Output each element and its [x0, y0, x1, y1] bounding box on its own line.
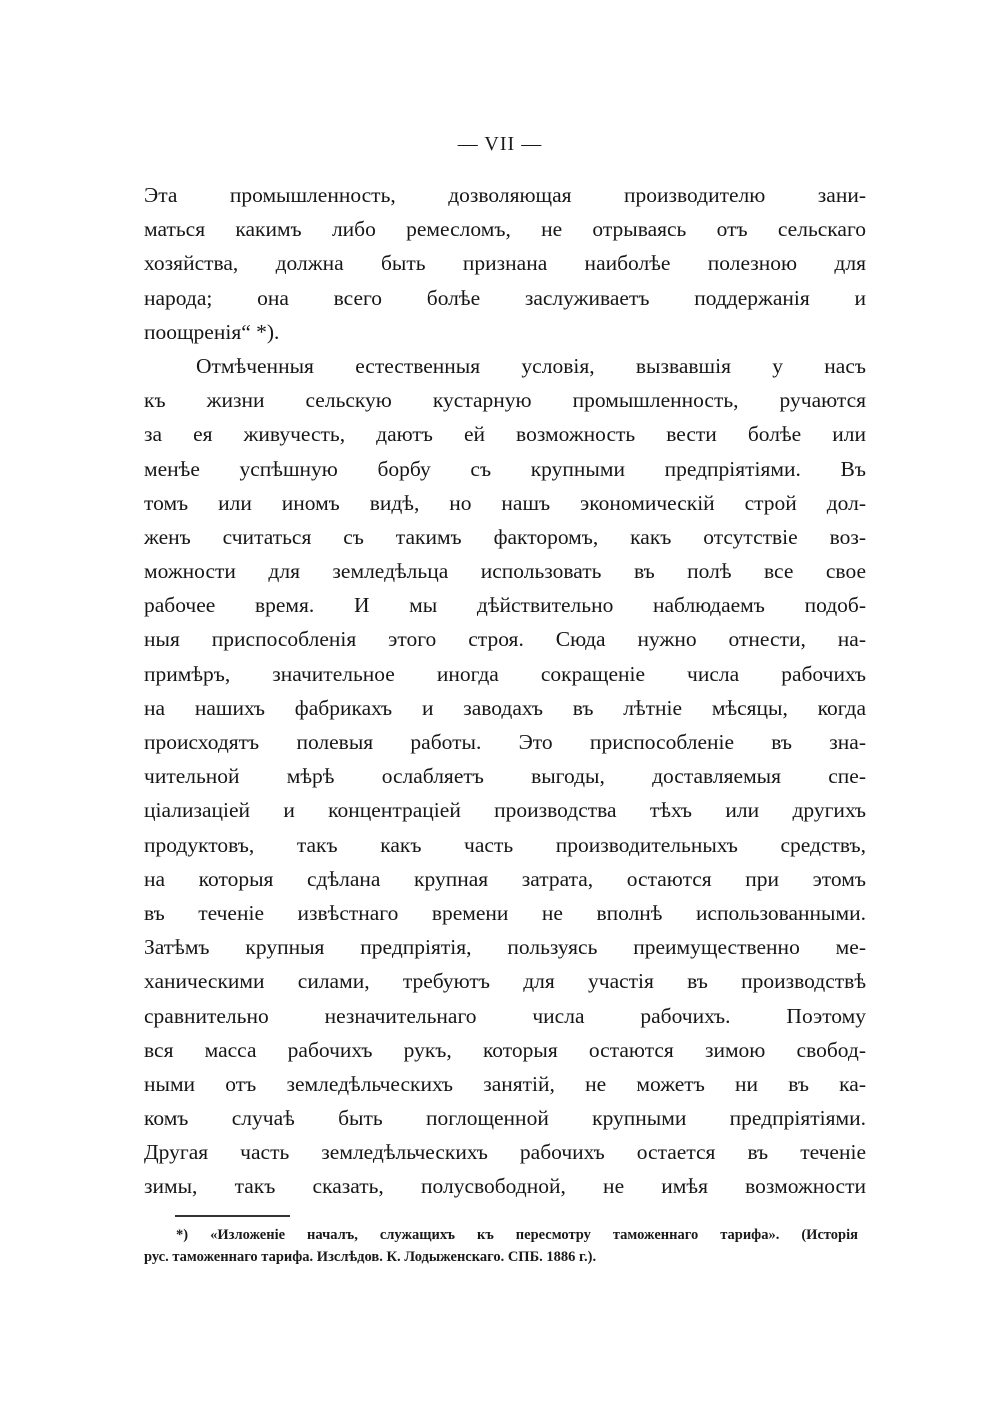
text-line: поощренія“ *). — [144, 319, 280, 344]
text-line: можности для земледѣльца использовать въ полѣ все свое — [144, 559, 866, 584]
text-line: маться какимъ либо ремесломъ, не отрываясь отъ сельскаго — [144, 217, 866, 242]
text-line: происходятъ полевыя работы. Это приспособленіе въ зна- — [144, 730, 866, 754]
text-line: рабочее время. И мы дѣйствительно наблюдаемъ подоб- — [144, 593, 866, 618]
text-line: томъ или иномъ видѣ, но нашъ экономическій строй дол- — [144, 490, 866, 515]
text-line: къ жизни сельскую кустарную промышленность, ручаются — [144, 388, 866, 413]
text-line: ціализаціей и концентраціей производства тѣхъ или другихъ — [144, 798, 866, 823]
text-line: ханическими силами, требуютъ для участія въ производствѣ — [144, 969, 866, 994]
text-line: народа; она всего болѣе заслуживаетъ поддержанія и — [144, 285, 866, 310]
text-line: ными отъ земледѣльческихъ занятій, не можетъ ни въ ка- — [144, 1071, 866, 1096]
footnote-rule — [175, 1215, 290, 1217]
text-line: примѣръ, значительное иногда сокращеніе числа рабочихъ — [144, 661, 866, 686]
footnote — [144, 1224, 858, 1268]
text-line: чительной мѣрѣ ослабляетъ выгоды, доставляемыя спе- — [144, 764, 866, 789]
footnote-line: рус. таможеннаго тарифа. Изслѣдов. К. Лодыженскаго. СПБ. 1886 г.). — [144, 1249, 597, 1265]
body-text — [144, 178, 866, 1204]
text-line: за ея живучесть, даютъ ей возможность вести болѣе или — [144, 422, 866, 447]
text-line: Отмѣченныя естественныя условія, вызвавшія у насъ — [196, 353, 866, 378]
text-line: менѣе успѣшную борбу съ крупными предпріятіями. Въ — [144, 456, 866, 481]
page-number: — VII — — [457, 133, 543, 155]
text-line: ныя приспособленія этого строя. Сюда нужно отнести, на- — [144, 627, 866, 652]
text-line: Эта промышленность, дозволяющая производителю зани- — [144, 183, 866, 207]
text-line: вся масса рабочихъ рукъ, которыя остаются зимою свобод- — [144, 1037, 866, 1062]
text-line: Затѣмъ крупныя предпріятія, пользуясь преимущественно ме- — [144, 935, 866, 960]
text-line: зимы, такъ сказать, полусвободной, не имѣя возможности — [144, 1174, 866, 1199]
text-line: на которыя сдѣлана крупная затрата, остаются при этомъ — [144, 866, 866, 891]
footnote-line: *) «Изложеніе началъ, служащихъ къ пересмотру таможеннаго тарифа». (Исторія — [176, 1227, 858, 1243]
text-line: хозяйства, должна быть признана наиболѣе полезною для — [144, 251, 866, 276]
text-line: комъ случаѣ быть поглощенной крупными предпріятіями. — [144, 1106, 866, 1131]
text-line: Другая часть земледѣльческихъ рабочихъ остается въ теченіе — [144, 1140, 866, 1165]
text-line: продуктовъ, такъ какъ часть производительныхъ средствъ, — [144, 832, 866, 857]
text-line: на нашихъ фабрикахъ и заводахъ въ лѣтніе мѣсяцы, когда — [144, 695, 866, 720]
text-line: въ теченіе извѣстнаго времени не вполнѣ использованными. — [144, 900, 866, 925]
text-line: сравнительно незначительнаго числа рабочихъ. Поэтому — [144, 1003, 866, 1028]
text-line: женъ считаться съ такимъ факторомъ, какъ отсутствіе воз- — [144, 524, 866, 549]
